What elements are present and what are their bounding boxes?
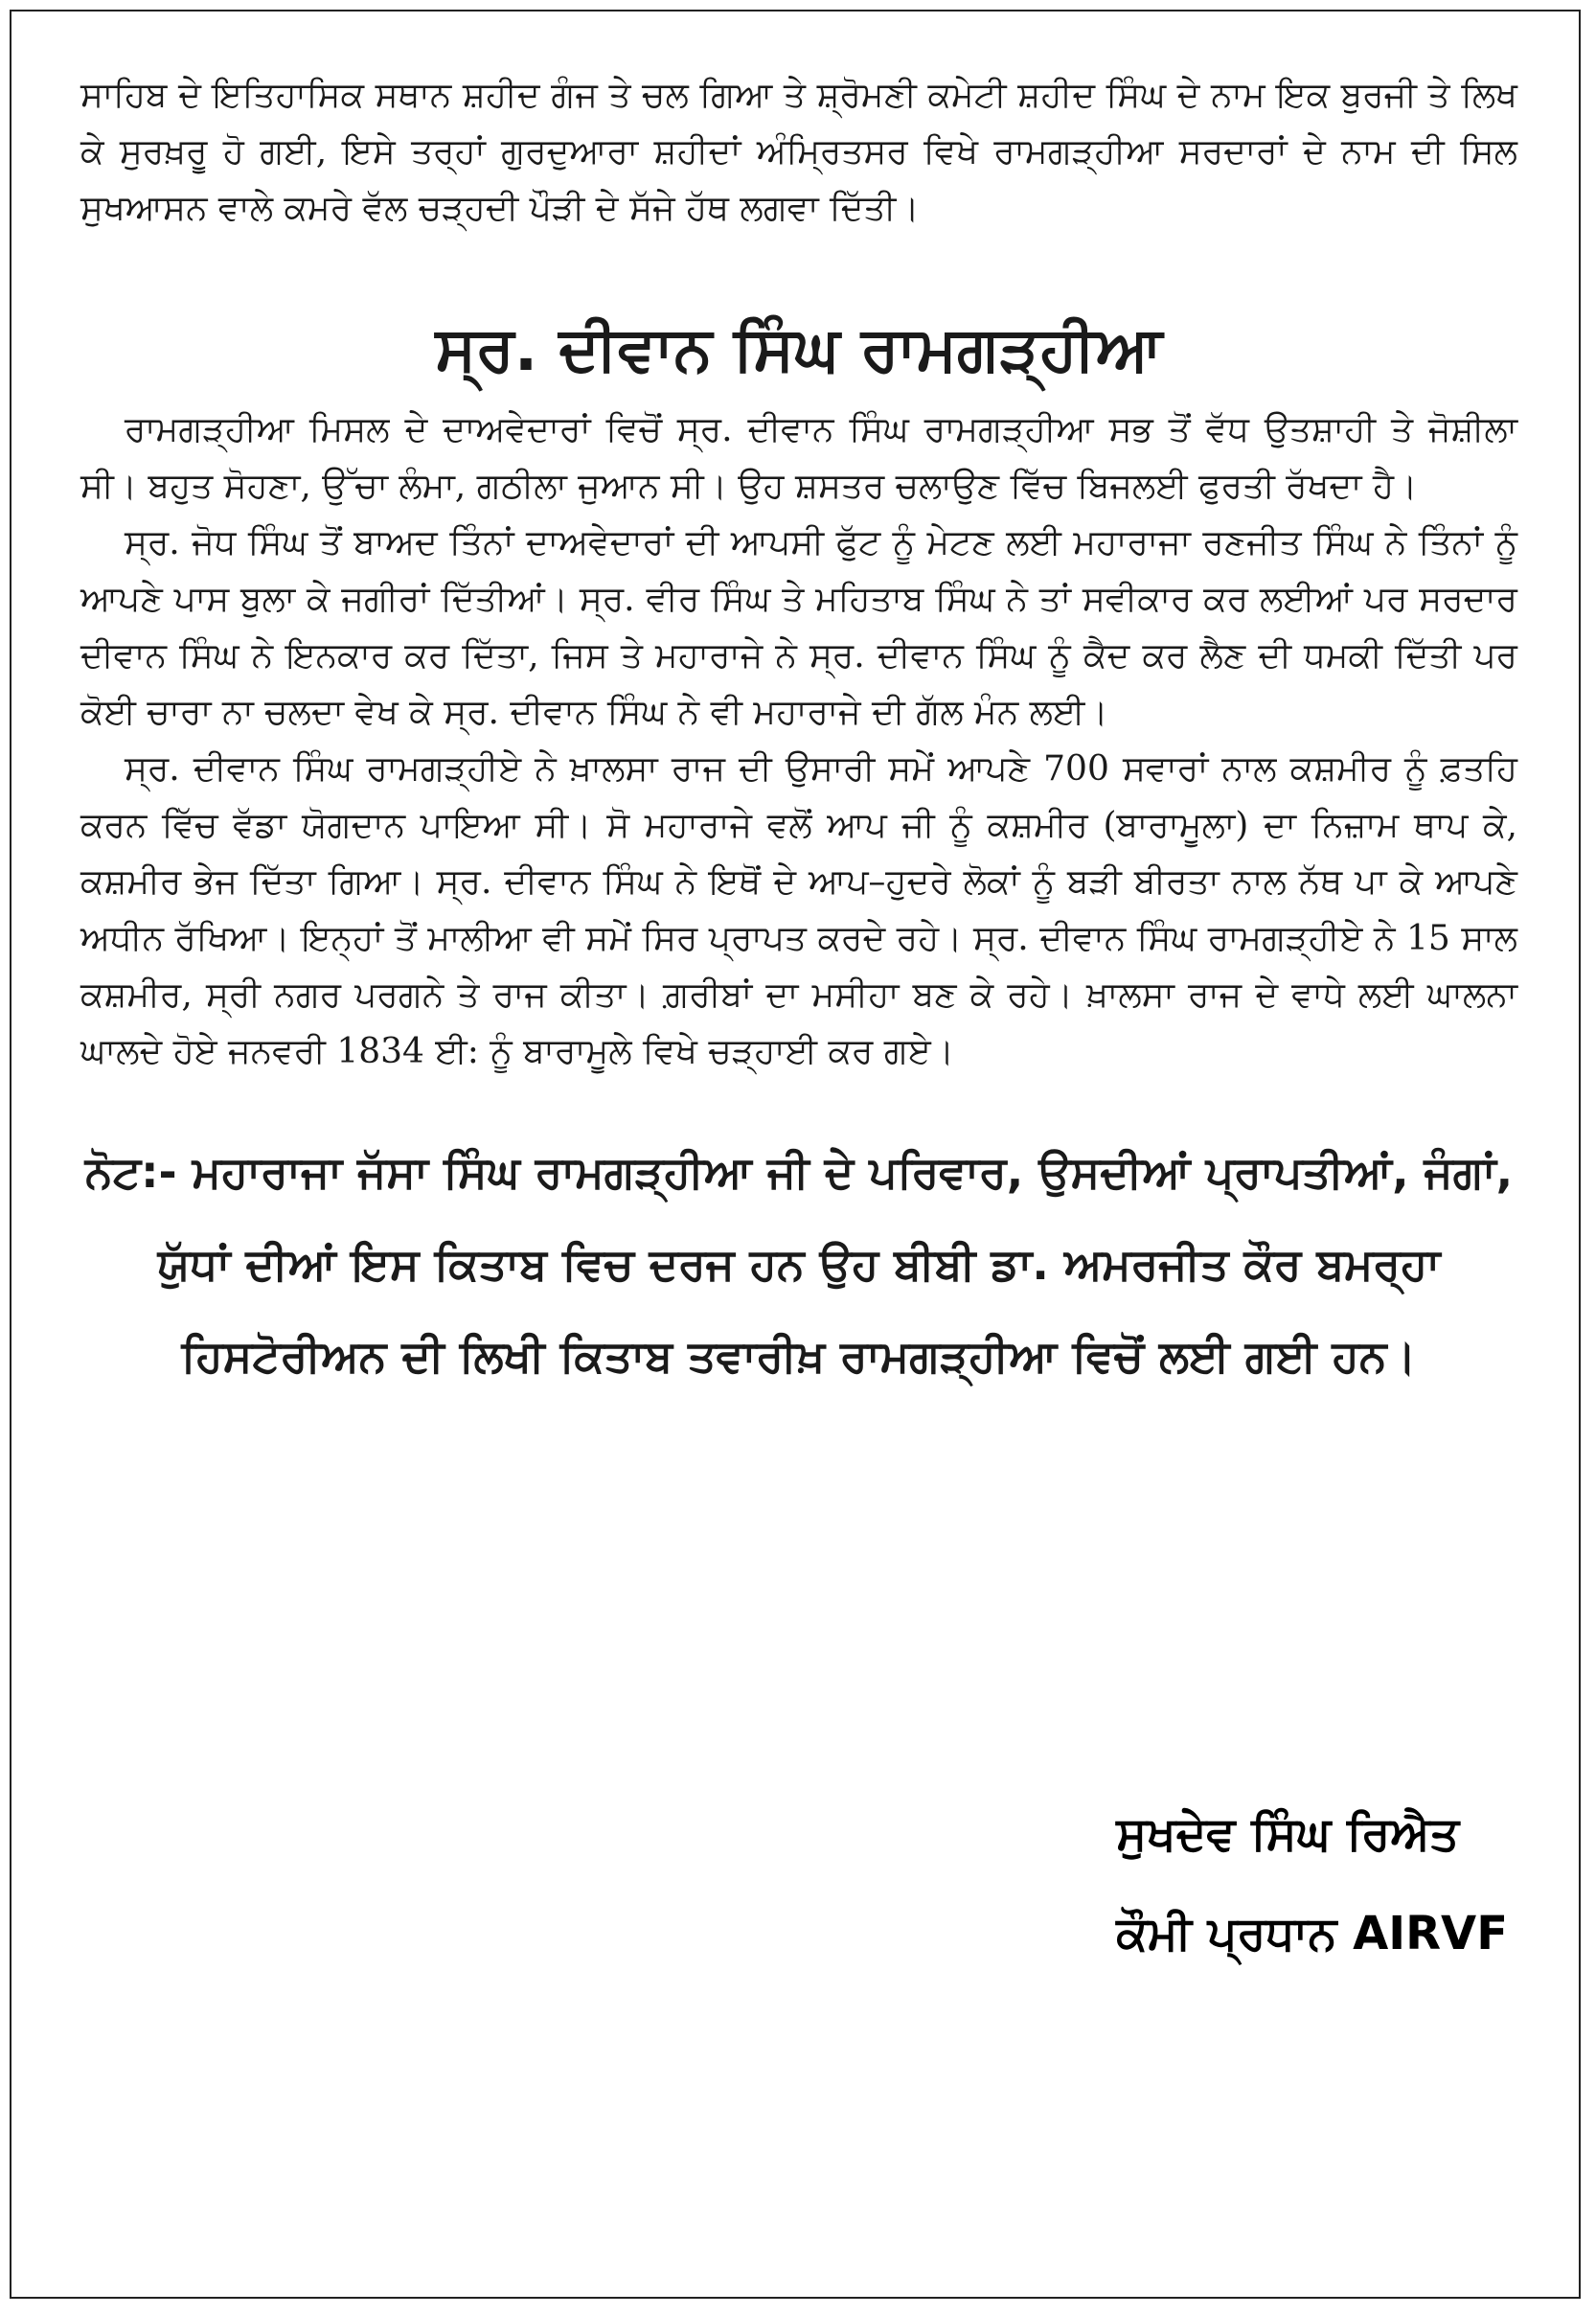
note-block: ਨੋਟ:- ਮਹਾਰਾਜਾ ਜੱਸਾ ਸਿੰਘ ਰਾਮਗੜ੍ਹੀਆ ਜੀ ਦੇ ਪਰਿਵਾਰ, ਉਸਦੀਆਂ ਪ੍ਰਾਪਤੀਆਂ, ਜੰਗਾਂ, ਯੁੱਧਾਂ ਦੀਆਂ ਇਸ ਕਿਤਾਬ ਵਿਚ ਦਰਜ ਹਨ ਉਹ ਬੀਬੀ ਡਾ. ਅਮਰਜੀਤ ਕੌਰ ਬਮਰ੍ਹਾ ਹਿਸਟੋਰੀਅਨ ਦੀ ਲਿਖੀ ਕਿਤਾਬ ਤਵਾਰੀਖ਼ ਰਾਮਗੜ੍ਹੀਆ ਵਿਚੋਂ ਲਈ ਗਈ ਹਨ। xyxy=(84,1146,1514,1382)
document-body xyxy=(80,67,1517,1402)
signature-name: ਸੁਖਦੇਵ ਸਿੰਘ ਰਿਐਤ xyxy=(1116,1807,1460,1861)
paragraph-3: ਸ੍ਰ. ਦੀਵਾਨ ਸਿੰਘ ਰਾਮਗੜ੍ਹੀਏ ਨੇ ਖ਼ਾਲਸਾ ਰਾਜ ਦੀ ਉਸਾਰੀ ਸਮੇਂ ਆਪਣੇ 700 ਸਵਾਰਾਂ ਨਾਲ ਕਸ਼ਮੀਰ ਨੂੰ ਫ਼ਤਹਿ ਕਰਨ ਵਿੱਚ ਵੱਡਾ ਯੋਗਦਾਨ ਪਾਇਆ ਸੀ। ਸੋ ਮਹਾਰਾਜੇ ਵਲੋਂ ਆਪ ਜੀ ਨੂੰ ਕਸ਼ਮੀਰ (ਬਾਰਾਮੂਲਾ) ਦਾ ਨਿਜ਼ਾਮ ਥਾਪ ਕੇ, ਕਸ਼ਮੀਰ ਭੇਜ ਦਿੱਤਾ ਗਿਆ। ਸ੍ਰ. ਦੀਵਾਨ ਸਿੰਘ ਨੇ ਇਥੋਂ ਦੇ ਆਪ–ਹੁਦਰੇ ਲੋਕਾਂ ਨੂੰ ਬੜੀ ਬੀਰਤਾ ਨਾਲ ਨੱਥ ਪਾ ਕੇ ਆਪਣੇ ਅਧੀਨ ਰੱਖਿਆ। ਇਨ੍ਹਾਂ ਤੋਂ ਮਾਲੀਆ ਵੀ ਸਮੇਂ ਸਿਰ ਪ੍ਰਾਪਤ ਕਰਦੇ ਰਹੇ। ਸ੍ਰ. ਦੀਵਾਨ ਸਿੰਘ ਰਾਮਗੜ੍ਹੀਏ ਨੇ 15 ਸਾਲ ਕਸ਼ਮੀਰ, ਸ੍ਰੀ ਨਗਰ ਪਰਗਨੇ ਤੇ ਰਾਜ ਕੀਤਾ। ਗ਼ਰੀਬਾਂ ਦਾ ਮਸੀਹਾ ਬਣ ਕੇ ਰਹੇ। ਖ਼ਾਲਸਾ ਰਾਜ ਦੇ ਵਾਧੇ ਲਈ ਘਾਲਨਾ ਘਾਲਦੇ ਹੋਏ ਜਨਵਰੀ 1834 ਈ: ਨੂੰ ਬਾਰਾਮੂਲੇ ਵਿਖੇ ਚੜ੍ਹਾਈ ਕਰ ਗਏ। xyxy=(80,749,1517,1071)
opening-paragraph: ਸਾਹਿਬ ਦੇ ਇਤਿਹਾਸਿਕ ਸਥਾਨ ਸ਼ਹੀਦ ਗੰਜ ਤੇ ਚਲ ਗਿਆ ਤੇ ਸ਼੍ਰੋਮਣੀ ਕਮੇਟੀ ਸ਼ਹੀਦ ਸਿੰਘ ਦੇ ਨਾਮ ਇਕ ਬੁਰਜੀ ਤੇ ਲਿਖ ਕੇ ਸੁਰਖ਼ਰੂ ਹੋ ਗਈ, ਇਸੇ ਤਰ੍ਹਾਂ ਗੁਰਦੁਆਰਾ ਸ਼ਹੀਦਾਂ ਅੰਮ੍ਰਿਤਸਰ ਵਿਖੇ ਰਾਮਗੜ੍ਹੀਆ ਸਰਦਾਰਾਂ ਦੇ ਨਾਮ ਦੀ ਸਿਲ ਸੁਖਆਸਨ ਵਾਲੇ ਕਮਰੇ ਵੱਲ ਚੜ੍ਹਦੀ ਪੌੜੀ ਦੇ ਸੱਜੇ ਹੱਥ ਲਗਵਾ ਦਿੱਤੀ। xyxy=(80,76,1517,228)
signature-block xyxy=(1116,1784,1508,1983)
section-heading: ਸ੍ਰ. ਦੀਵਾਨ ਸਿੰਘ ਰਾਮਗੜ੍ਹੀਆ xyxy=(435,314,1163,385)
paragraph-2: ਸ੍ਰ. ਜੋਧ ਸਿੰਘ ਤੋਂ ਬਾਅਦ ਤਿੰਨਾਂ ਦਾਅਵੇਦਾਰਾਂ ਦੀ ਆਪਸੀ ਫੁੱਟ ਨੂੰ ਮੇਟਣ ਲਈ ਮਹਾਰਾਜਾ ਰਣਜੀਤ ਸਿੰਘ ਨੇ ਤਿੰਨਾਂ ਨੂੰ ਆਪਣੇ ਪਾਸ ਬੁਲਾ ਕੇ ਜਗੀਰਾਂ ਦਿੱਤੀਆਂ। ਸ੍ਰ. ਵੀਰ ਸਿੰਘ ਤੇ ਮਹਿਤਾਬ ਸਿੰਘ ਨੇ ਤਾਂ ਸਵੀਕਾਰ ਕਰ ਲਈਆਂ ਪਰ ਸਰਦਾਰ ਦੀਵਾਨ ਸਿੰਘ ਨੇ ਇਨਕਾਰ ਕਰ ਦਿੱਤਾ, ਜਿਸ ਤੇ ਮਹਾਰਾਜੇ ਨੇ ਸ੍ਰ. ਦੀਵਾਨ ਸਿੰਘ ਨੂੰ ਕੈਦ ਕਰ ਲੈਣ ਦੀ ਧਮਕੀ ਦਿੱਤੀ ਪਰ ਕੋਈ ਚਾਰਾ ਨਾ ਚਲਦਾ ਵੇਖ ਕੇ ਸ੍ਰ. ਦੀਵਾਨ ਸਿੰਘ ਨੇ ਵੀ ਮਹਾਰਾਜੇ ਦੀ ਗੱਲ ਮੰਨ ਲਈ। xyxy=(80,523,1517,732)
signature-title: ਕੌਮੀ ਪ੍ਰਧਾਨ AIRVF xyxy=(1116,1907,1508,1960)
paragraph-1: ਰਾਮਗੜ੍ਹੀਆ ਮਿਸਲ ਦੇ ਦਾਅਵੇਦਾਰਾਂ ਵਿਚੋਂ ਸ੍ਰ. ਦੀਵਾਨ ਸਿੰਘ ਰਾਮਗੜ੍ਹੀਆ ਸਭ ਤੋਂ ਵੱਧ ਉਤਸ਼ਾਹੀ ਤੇ ਜੋਸ਼ੀਲਾ ਸੀ। ਬਹੁਤ ਸੋਹਣਾ, ਉੱਚਾ ਲੰਮਾ, ਗਠੀਲਾ ਜੁਆਨ ਸੀ। ਉਹ ਸ਼ਸਤਰ ਚਲਾਉਣ ਵਿੱਚ ਬਿਜਲਈ ਫੁਰਤੀ ਰੱਖਦਾ ਹੈ। xyxy=(80,410,1517,506)
